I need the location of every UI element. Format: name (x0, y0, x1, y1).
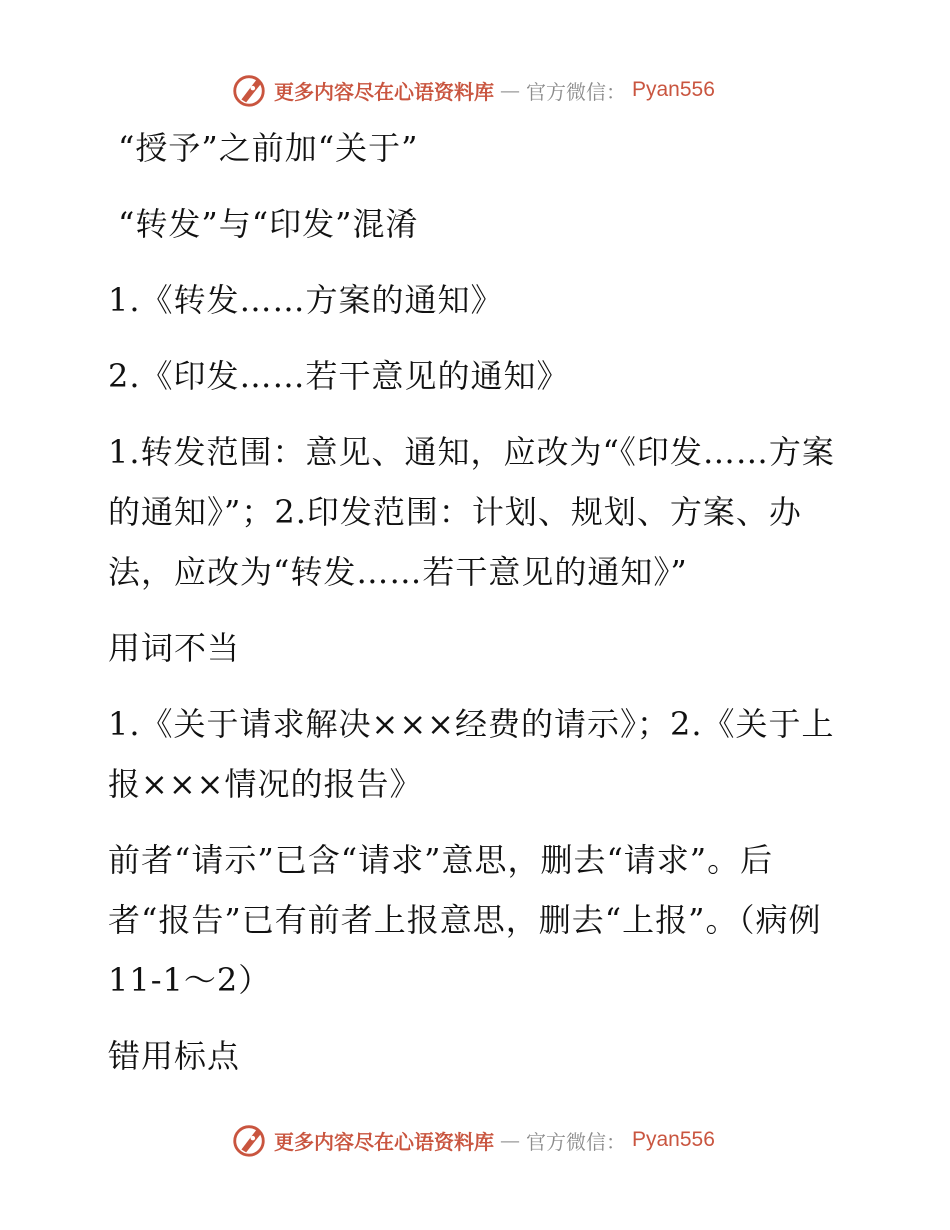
explanation-wording: 前者“请示”已含“请求”意思，删去“请求”。后者“报告”已有前者上报意思，删去“上报”。（病例 11-1～2） (108, 841, 822, 999)
footer-watermark (230, 1120, 750, 1160)
example-wording: 1.《关于请求解决×××经费的请示》；2.《关于上报×××情况的报告》 (108, 705, 835, 803)
watermark-dash: — (500, 1128, 520, 1152)
watermark-brand: 更多内容尽在心语资料库 (274, 1129, 494, 1154)
header-watermark (230, 70, 750, 110)
section-heading-confusion: “转发”与“印发”混淆 (118, 205, 419, 243)
watermark-wechat-id: Pyan556 (632, 1128, 715, 1151)
document-body (96, 118, 856, 1102)
section-heading-punctuation: 错用标点 (108, 1037, 241, 1075)
watermark-brand: 更多内容尽在心语资料库 (274, 79, 494, 104)
section-heading-wording: 用词不当 (108, 629, 241, 667)
example-item-1: 1.《转发……方案的通知》 (108, 281, 504, 319)
watermark-wechat-label: 官方微信： (526, 1129, 626, 1154)
explanation-paragraph: 1.转发范围：意见、通知，应改为“《印发……方案的通知》”；2.印发范围：计划、规划、方案、办法，应改为“转发……若干意见的通知》” (108, 433, 835, 591)
pen-nib-logo-icon (230, 1121, 268, 1159)
pen-nib-logo-icon (230, 71, 268, 109)
line-grant-title: “授予”之前加“关于” (118, 129, 419, 167)
watermark-wechat-label: 官方微信： (526, 79, 626, 104)
watermark-dash: — (500, 78, 520, 102)
example-item-2: 2.《印发……若干意见的通知》 (108, 357, 570, 395)
watermark-wechat-id: Pyan556 (632, 78, 715, 101)
